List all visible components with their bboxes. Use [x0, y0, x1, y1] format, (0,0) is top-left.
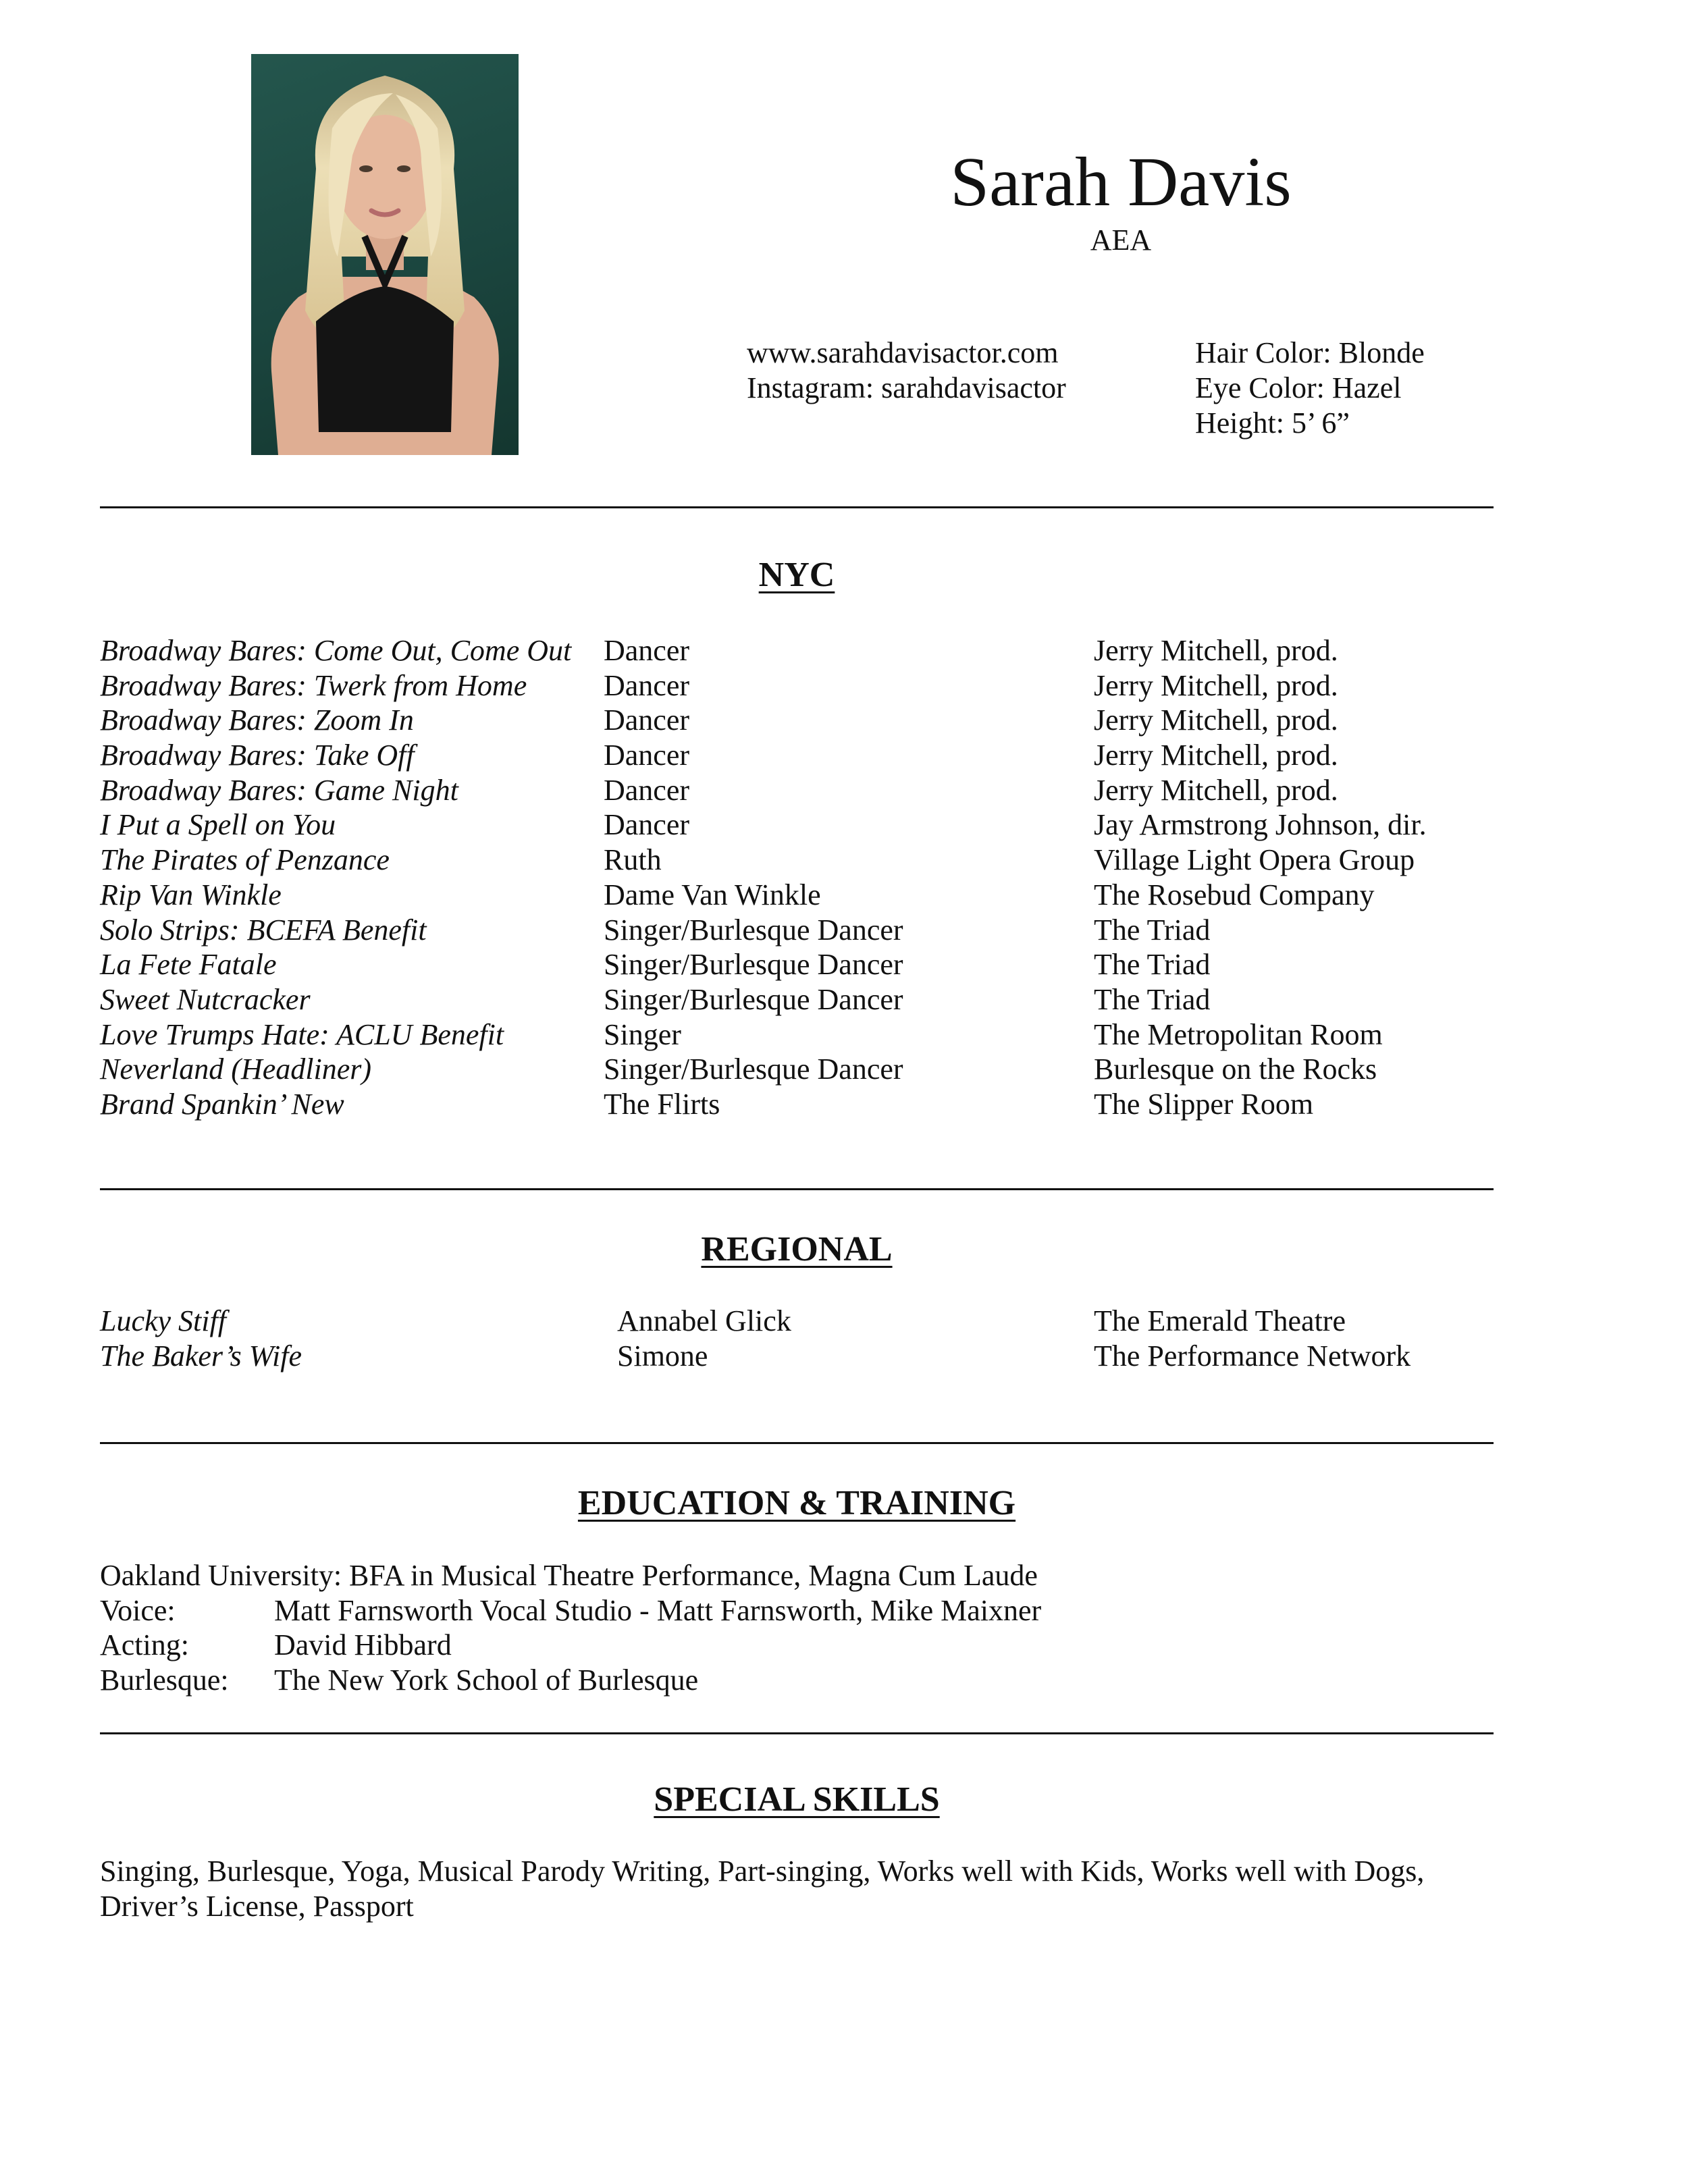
credit-show: Broadway Bares: Take Off [100, 739, 415, 772]
credit-show: The Baker’s Wife [100, 1339, 302, 1373]
credit-role: Simone [617, 1339, 708, 1373]
credit-show: Broadway Bares: Come Out, Come Out [100, 634, 572, 667]
credit-show: Broadway Bares: Game Night [100, 773, 458, 807]
actor-name: Sarah Davis [950, 143, 1292, 221]
union-affiliation: AEA [1090, 223, 1152, 257]
credit-company: Jerry Mitchell, prod. [1094, 668, 1338, 702]
credit-role: Dame Van Winkle [604, 878, 821, 911]
special-skills [100, 1854, 1511, 1924]
eye-color: Eye Color: Hazel [1195, 371, 1402, 404]
credit-company: The Emerald Theatre [1094, 1304, 1346, 1337]
training-value: The New York School of Burlesque [274, 1663, 699, 1697]
credit-show: Sweet Nutcracker [100, 982, 311, 1016]
credit-role: Dancer [604, 703, 690, 737]
divider-rule [100, 506, 1494, 508]
credit-company: The Triad [1094, 948, 1211, 982]
credit-company: Burlesque on the Rocks [1094, 1053, 1377, 1086]
contact-block [747, 336, 1066, 406]
credit-show: Love Trumps Hate: ACLU Benefit [100, 1017, 504, 1051]
credit-company: Jerry Mitchell, prod. [1094, 634, 1338, 667]
credit-show: Broadway Bares: Twerk from Home [100, 668, 527, 702]
credit-role: Singer/Burlesque Dancer [604, 982, 903, 1016]
training-label: Voice: [100, 1593, 176, 1627]
divider-rule [100, 1732, 1494, 1734]
credit-role: Singer [604, 1017, 681, 1051]
physical-stats [1195, 336, 1425, 441]
credit-show: Solo Strips: BCEFA Benefit [100, 913, 427, 947]
section-heading-education: EDUCATION & TRAINING [577, 1484, 1016, 1522]
credit-role: Annabel Glick [617, 1304, 791, 1337]
credit-company: The Performance Network [1094, 1339, 1411, 1373]
credit-show: Neverland (Headliner) [100, 1053, 371, 1086]
credit-show: Rip Van Winkle [100, 878, 282, 911]
credit-role: Singer/Burlesque Dancer [604, 948, 903, 982]
credit-role: Singer/Burlesque Dancer [604, 1053, 903, 1086]
credit-show: Brand Spankin’ New [100, 1087, 344, 1121]
hair-color: Hair Color: Blonde [1195, 336, 1425, 369]
section-heading-nyc: NYC [758, 556, 835, 594]
credit-company: Jay Armstrong Johnson, dir. [1094, 808, 1427, 842]
credit-company: The Metropolitan Room [1094, 1017, 1383, 1051]
credit-show: Lucky Stiff [100, 1304, 226, 1337]
credit-company: The Triad [1094, 913, 1211, 947]
credit-show: Broadway Bares: Zoom In [100, 703, 414, 737]
credit-role: Dancer [604, 773, 690, 807]
headshot-illustration [251, 54, 519, 455]
headshot-photo [251, 54, 519, 455]
divider-rule [100, 1442, 1494, 1444]
credit-role: The Flirts [604, 1087, 720, 1121]
divider-rule [100, 1188, 1494, 1190]
height: Height: 5’ 6” [1195, 406, 1350, 440]
credit-company: The Rosebud Company [1094, 878, 1375, 911]
training-label: Burlesque: [100, 1663, 229, 1697]
credit-company: Jerry Mitchell, prod. [1094, 703, 1338, 737]
skills-line: Driver’s License, Passport [100, 1890, 414, 1923]
credit-show: The Pirates of Penzance [100, 843, 390, 877]
website-link[interactable]: www.sarahdavisactor.com [747, 336, 1059, 369]
credit-role: Singer/Burlesque Dancer [604, 913, 903, 947]
credit-show: La Fete Fatale [100, 948, 277, 982]
credit-company: Jerry Mitchell, prod. [1094, 739, 1338, 772]
credit-role: Ruth [604, 843, 662, 877]
training-value: Matt Farnsworth Vocal Studio - Matt Farnsworth, Mike Maixner [274, 1593, 1042, 1627]
degree-text: Oakland University: BFA in Musical Theatre Performance, Magna Cum Laude [100, 1559, 1038, 1592]
credit-role: Dancer [604, 634, 690, 667]
credit-company: The Slipper Room [1094, 1087, 1314, 1121]
training-value: David Hibbard [274, 1628, 452, 1662]
credit-role: Dancer [604, 808, 690, 842]
training-label: Acting: [100, 1628, 189, 1662]
credit-role: Dancer [604, 668, 690, 702]
instagram-handle: Instagram: sarahdavisactor [747, 371, 1066, 404]
section-heading-skills: SPECIAL SKILLS [654, 1780, 940, 1819]
skills-line: Singing, Burlesque, Yoga, Musical Parody Writing, Part-singing, Works well with Kids, Works well with Dogs, [100, 1855, 1425, 1888]
credit-show: I Put a Spell on You [100, 808, 336, 842]
credit-company: The Triad [1094, 982, 1211, 1016]
credit-role: Dancer [604, 739, 690, 772]
section-heading-regional: REGIONAL [701, 1230, 893, 1269]
credit-company: Village Light Opera Group [1094, 843, 1415, 877]
credit-company: Jerry Mitchell, prod. [1094, 773, 1338, 807]
